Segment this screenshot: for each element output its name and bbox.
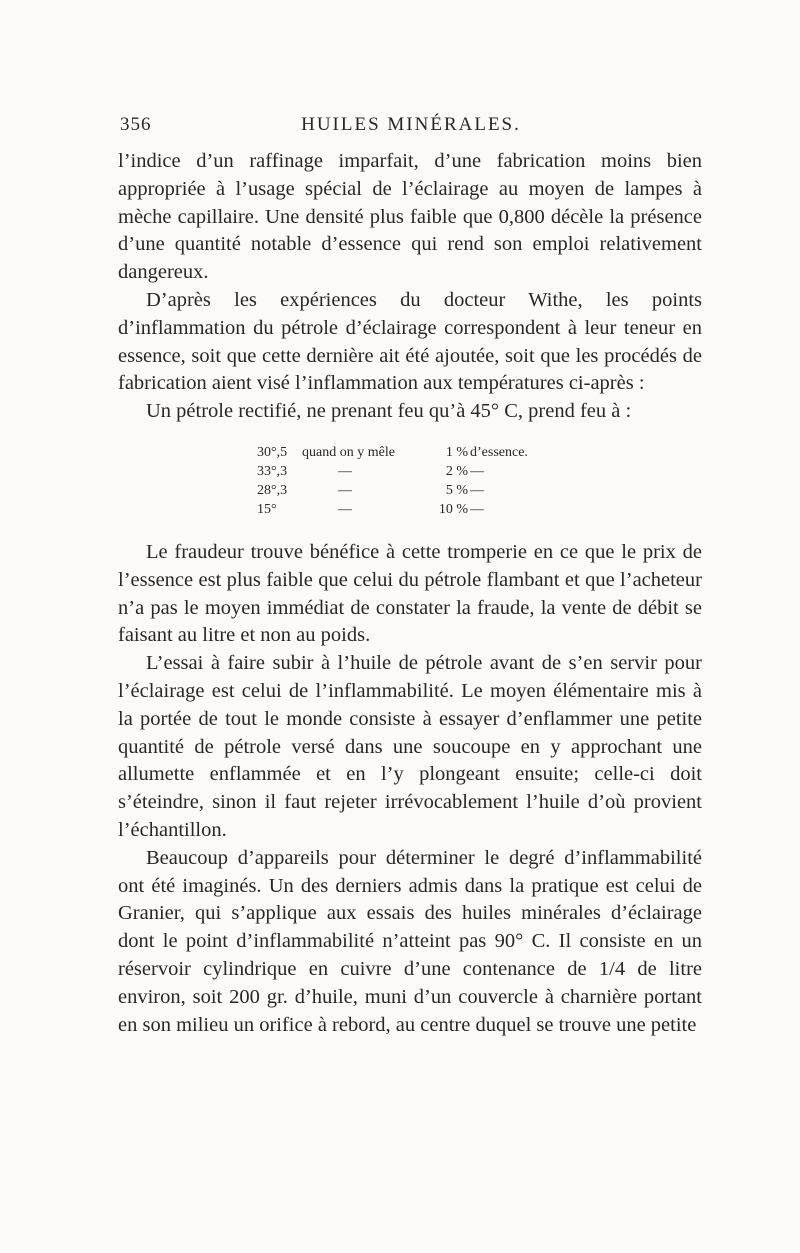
table-cell-tail: d’essence. [470, 444, 528, 460]
table-cell-temperature: 15° [257, 501, 277, 517]
table-cell-tail: — [470, 501, 484, 517]
table-row [118, 443, 702, 462]
table-cell-text: — [338, 482, 352, 498]
page-number: 356 [120, 114, 152, 135]
table-cell-temperature: 28°,3 [257, 482, 288, 498]
table-cell-temperature: 33°,3 [257, 463, 288, 479]
table-cell-tail: — [470, 463, 484, 479]
running-head: HUILES MINÉRALES. [301, 114, 521, 135]
paragraph-1: l’indice d’un raffinage imparfait, d’une fabrication moins bien appropriée à l’usage spécial de l’éclairage au moyen de lampes à mèche capillaire. Une densité plus faible que 0,800 décèle la présence d’une quantité notable d’essence qui rend son emploi relativement dangereux. [118, 150, 702, 284]
paragraph-5: L’essai à faire subir à l’huile de pétrole avant de s’en servir pour l’éclairage est celui de l’inflammabilité. Le moyen élémentaire mis à la portée de tout le monde consiste à essayer d’enflammer une petite quantité de pétrole versé dans une soucoupe en y approchant une allumette enflammée et en l’y plongeant ensuite; celle-ci doit s’éteindre, sinon il faut rejeter irrévocablement l’huile d’où provient l’échantillon. [118, 652, 702, 841]
table-cell-text: — [338, 463, 352, 479]
table-row [118, 462, 702, 481]
table-cell-tail: — [470, 482, 484, 498]
table-row [118, 500, 702, 519]
paragraph-6: Beaucoup d’appareils pour déterminer le degré d’inflammabilité ont été imaginés. Un des derniers admis dans la pratique est celui de Granier, qui s’applique aux essais des huiles minérales d’éclairage dont le point d’inflammabilité n’atteint pas 90° C. Il consiste en un réservoir cylindrique en cuivre d’une contenance de 1/4 de litre environ, soit 200 gr. d’huile, muni d’un couvercle à charnière portant en son milieu un orifice à rebord, au centre duquel se trouve une petite [118, 846, 702, 1036]
table-cell-text: — [338, 501, 352, 517]
table-cell-text: quand on y mêle [302, 444, 395, 460]
paragraph-4: Le fraudeur trouve bénéfice à cette tromperie en ce que le prix de l’essence est plus faible que celui du pétrole flambant et que l’acheteur n’a pas le moyen immédiat de constater la fraude, la vente de débit se faisant au litre et non au poids. [118, 540, 702, 647]
paragraph-2: D’après les expériences du docteur Withe, les points d’inflammation du pétrole d’éclairage correspondent à leur teneur en essence, soit que cette dernière ait été ajoutée, soit que les procédés de fabrication aient visé l’inflammation aux températures ci-après : [118, 288, 702, 395]
inflammation-table [118, 443, 702, 519]
table-cell-percent: 2 % [445, 463, 468, 479]
page-header [120, 114, 702, 140]
page-body [118, 148, 702, 1039]
table-cell-percent: 5 % [445, 482, 468, 498]
table-cell-percent: 10 % [438, 501, 468, 517]
table-row [118, 481, 702, 500]
paragraph-3: Un pétrole rectifié, ne prenant feu qu’à 45° C, prend feu à : [146, 400, 632, 423]
table-cell-percent: 1 % [445, 444, 468, 460]
table-cell-temperature: 30°,5 [257, 444, 288, 460]
